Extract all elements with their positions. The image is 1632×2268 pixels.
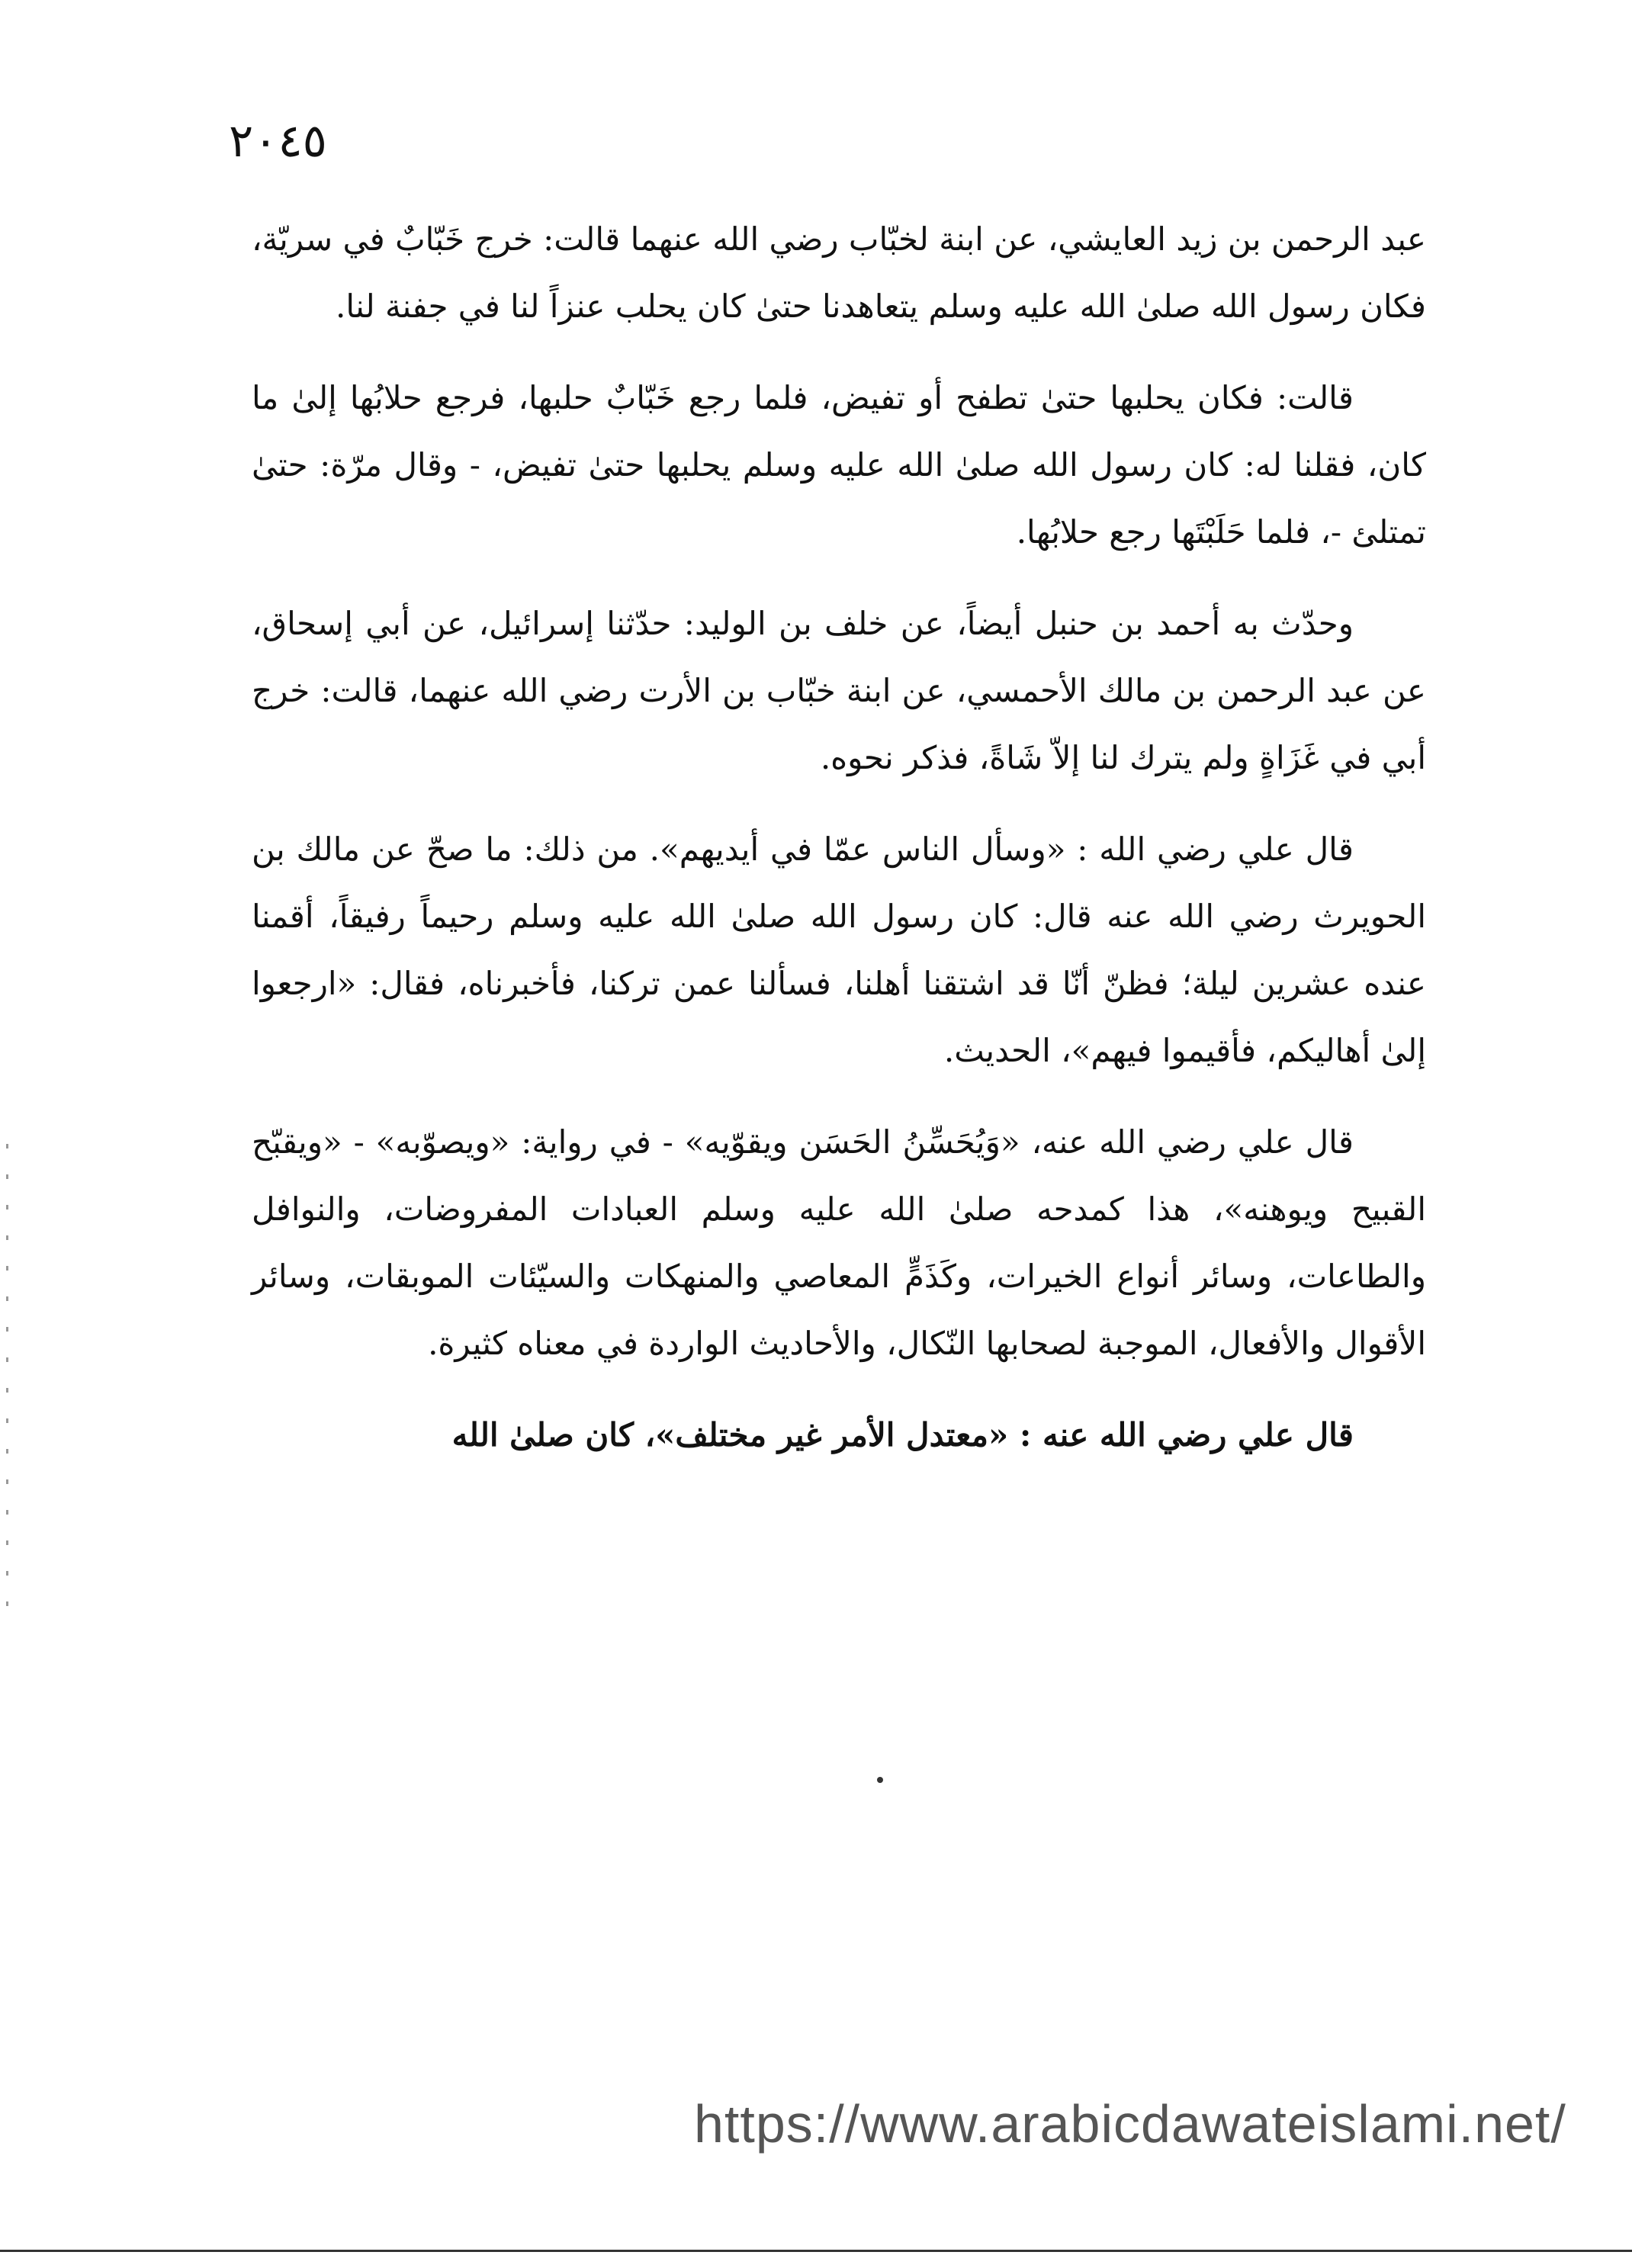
paragraph-2: قالت: فكان يحلبها حتىٰ تطفح أو تفيض، فلما رجع خَبّابٌ حلبها، فرجع حلابُها إلىٰ ما كان، فقلنا له: كان رسول الله صلىٰ الله عليه وسلم يحلبها حتىٰ تفيض، - وقال مرّة: حتىٰ تمتلئ -، فلما حَلَبْتَها رجع حلابُها. [252, 379, 1426, 551]
paragraph-6: قال علي رضي الله عنه : «معتدل الأمر غير مختلف»، كان صلىٰ الله [451, 1416, 1354, 1454]
footer-rule [0, 2250, 1632, 2252]
center-dot [877, 1777, 883, 1783]
page-number: ٢٠٤٥ [229, 114, 327, 168]
paragraph-1: عبد الرحمن بن زيد العايشي، عن ابنة لخبّاب رضي الله عنهما قالت: خرج خَبّابٌ في سريّة، فكان رسول الله صلىٰ الله عليه وسلم يتعاهدنا حتىٰ كان يحلب عنزاً لنا في جفنة لنا. [252, 220, 1426, 325]
paragraph-5: قال علي رضي الله عنه، «وَيُحَسِّنُ الحَسَن ويقوّيه» - في رواية: «ويصوّبه» - «ويقبّح القبيح ويوهنه»، هذا كمدحه صلىٰ الله عليه وسلم العبادات المفروضات، والنوافل والطاعات، وسائر أنواع الخيرات، وكَذَمٍّ المعاصي والمنهكات والسيّئات الموبقات، وسائر الأقوال والأفعال، الموجبة لصحابها النّكال، والأحاديث الواردة في معناه كثيرة. [252, 1123, 1426, 1362]
watermark-url: https://www.arabicdawateislami.net/ [694, 2094, 1566, 2154]
text-body [252, 206, 1426, 1493]
paragraph-3: وحدّث به أحمد بن حنبل أيضاً، عن خلف بن الوليد: حدّثنا إسرائيل، عن أبي إسحاق، عن عبد الرحمن بن مالك الأحمسي، عن ابنة خبّاب بن الأرت رضي الله عنهما، قالت: خرج أبي في غَزَاةٍ ولم يترك لنا إلاّ شَاةً، فذكر نحوه. [252, 605, 1426, 776]
margin-scan-marks [6, 1144, 8, 1632]
paragraph-4: قال علي رضي الله : «وسأل الناس عمّا في أيديهم». من ذلك: ما صحّ عن مالك بن الحويرث رضي الله عنه قال: كان رسول الله صلىٰ الله عليه وسلم رحيماً رفيقاً، أقمنا عنده عشرين ليلة؛ فظنّ أنّا قد اشتقنا أهلنا، فسألنا عمن تركنا، فأخبرناه، فقال: «ارجعوا إلىٰ أهاليكم، فأقيموا فيهم»، الحديث. [252, 830, 1426, 1069]
